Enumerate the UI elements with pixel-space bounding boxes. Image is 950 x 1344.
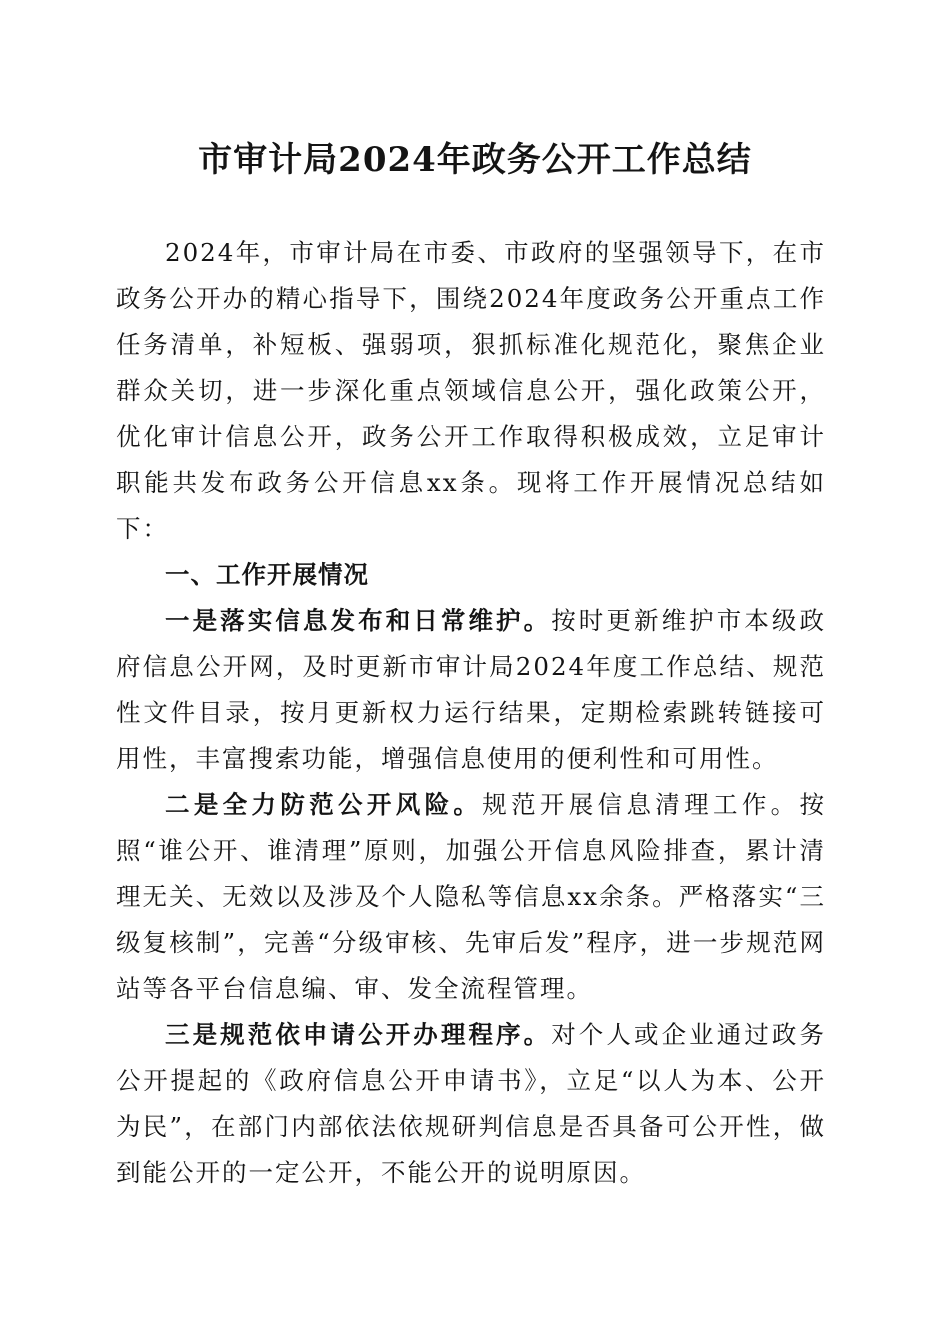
section-heading-work-progress: 一、工作开展情况 [165,560,369,589]
document-title: 市审计局2024年政务公开工作总结 [198,140,752,180]
intro-paragraph: 2024年，市审计局在市委、市政府的坚强领导下，在市政务公开办的精心指导下，围绕2024年度政务公开重点工作任务清单，补短板、强弱项，狠抓标准化规范化，聚焦企业群众关切，进一步深化重点领域信息公开，强化政策公开，优化审计信息公开，政务公开工作取得积极成效，立足审计职能共发布政务公开信息xx条。现将工作开展情况总结如下： [116,238,826,543]
item-paragraph-2 [116,782,826,1012]
item-lead-2: 二是全力防范公开风险。 [165,790,483,819]
item-text-1: 按时更新维护市本级政府信息公开网，及时更新市审计局2024年度工作总结、规范性文件目录，按月更新权力运行结果，定期检索跳转链接可用性，丰富搜索功能，增强信息使用的便利性和可用性。 [116,606,827,773]
item-text-3: 对个人或企业通过政务公开提起的《政府信息公开申请书》，立足“以人为本、公开为民”，在部门内部依法依规研判信息是否具备可公开性，做到能公开的一定公开，不能公开的说明原因。 [116,1020,827,1187]
item-lead-3: 三是规范依申请公开办理程序。 [165,1020,552,1049]
item-lead-1: 一是落实信息发布和日常维护。 [165,606,552,635]
item-paragraph-3 [116,1012,826,1196]
item-paragraph-1 [116,598,826,782]
item-text-2: 规范开展信息清理工作。按照“谁公开、谁清理”原则，加强公开信息风险排查，累计清理无关、无效以及涉及个人隐私等信息xx余条。严格落实“三级复核制”，完善“分级审核、先审后发”程序，进一步规范网站等各平台信息编、审、发全流程管理。 [116,790,826,1003]
document-body [116,230,826,1196]
